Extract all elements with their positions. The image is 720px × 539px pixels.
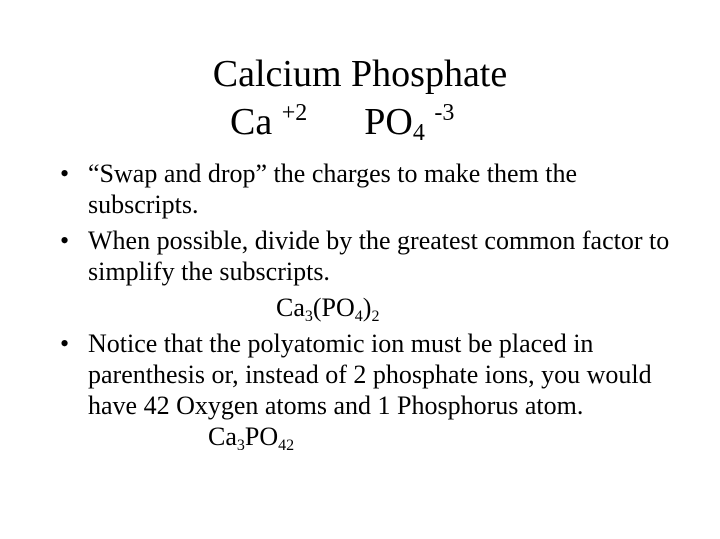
anion-subscript: 4 (412, 120, 425, 146)
bullet-list (54, 158, 674, 457)
bullet-dot: • (60, 159, 70, 188)
cation-charge: +2 (281, 100, 308, 126)
bullet-item (54, 158, 674, 220)
bullet-item (54, 225, 674, 287)
simplified-formula: $Ca_3(PO_4)_2$ (276, 293, 380, 325)
anion-symbol: PO (364, 101, 413, 143)
slide-title: Calcium Phosphate (212, 53, 508, 95)
anion-charge: -3 (434, 100, 455, 126)
bullet-dot: • (60, 226, 70, 255)
bullet-text: Notice that the polyatomic ion must be placed in parenthesis or, instead of 2 phosphate ions, you would have 42 Oxygen atoms and 1 Phosphorus atom. (88, 329, 652, 420)
bullet-text: When possible, divide by the greatest common factor to simplify the subscripts. (88, 226, 670, 286)
ion-charges (230, 100, 454, 144)
bullet-item (54, 328, 674, 452)
bullet-dot: • (60, 329, 70, 358)
cation-symbol: Ca (230, 101, 273, 143)
incorrect-formula: $Ca_3PO_{42}$ (208, 422, 295, 454)
bullet-text: “Swap and drop” the charges to make them the subscripts. (88, 159, 578, 219)
